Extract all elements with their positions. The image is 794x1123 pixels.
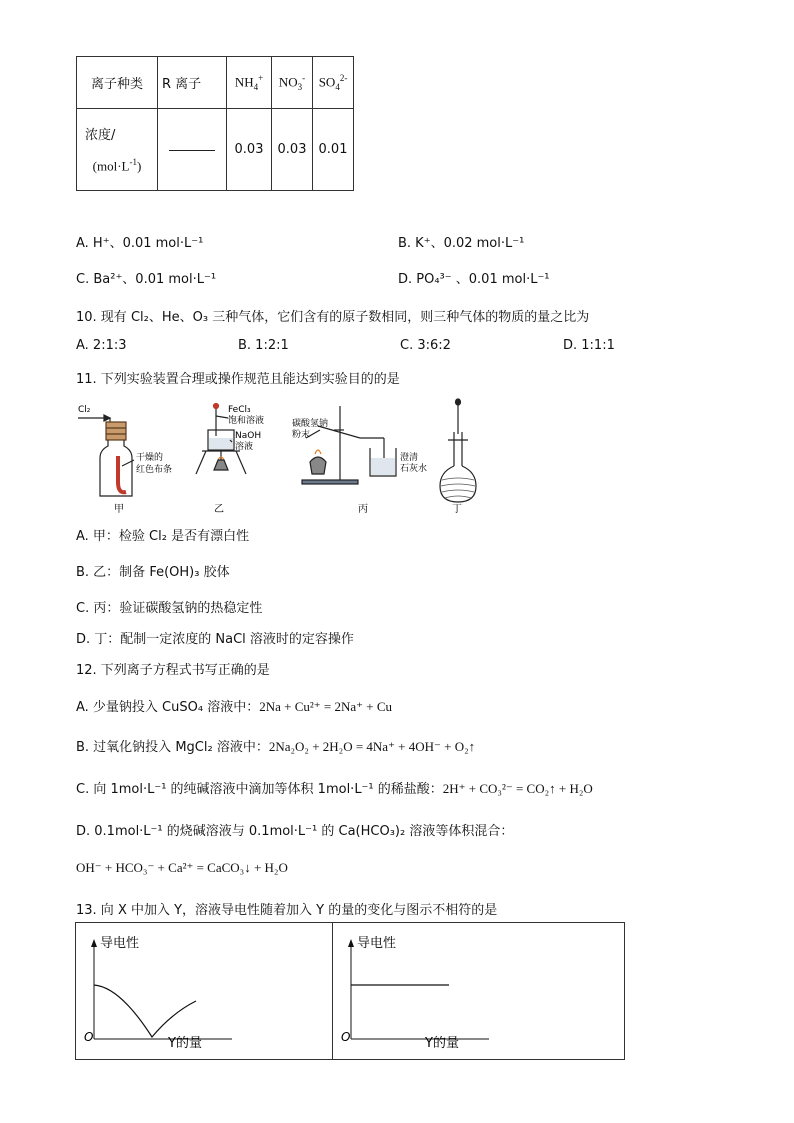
table-header-so4: $SO_4^{2-}$ [313, 57, 354, 109]
apparatus-jia [78, 415, 134, 496]
left-ylabel: 导电性 [100, 936, 140, 951]
label-naoh-2: 溶液 [235, 442, 254, 452]
q12-a-text: A. 少量钠投入 CuSO₄ 溶液中： [76, 700, 260, 715]
left-curve [94, 985, 196, 1037]
q12-option-c [76, 778, 593, 797]
apparatus-ding [440, 399, 476, 502]
table-row-label [77, 109, 158, 191]
q11-option-a: A. 甲：检验 Cl₂ 是否有漂白性 [76, 529, 250, 544]
caption-bing: 丙 [358, 504, 368, 515]
q12-d-equation: OH⁻ + HCO₃⁻ + Ca²⁺ = CaCO₃↓ + H₂O [76, 860, 288, 875]
right-origin: O [341, 1030, 351, 1044]
table-cell-no3: 0.03 [272, 109, 313, 191]
q11-apparatus-figure [70, 396, 490, 516]
table-cell-blank [158, 109, 227, 191]
label-nahco3-1: 碳酸氢钠 [292, 419, 329, 429]
right-xlabel: Y的量 [425, 1036, 459, 1051]
table-cell-so4: 0.01 [313, 109, 354, 191]
q13-stem: 13. 向 X 中加入 Y，溶液导电性随着加入 Y 的量的变化与图示不相符的是 [76, 903, 498, 918]
label-cl2: Cl₂ [78, 405, 91, 415]
q12-option-a [76, 696, 392, 715]
row-label-concentration: 浓度/ [85, 128, 116, 144]
q12-a-equation: 2Na + Cu²⁺ = 2Na⁺ + Cu [259, 699, 392, 714]
label-limewater-1: 澄清 [400, 453, 419, 463]
q9-option-a: A. H⁺、0.01 mol·L⁻¹ [76, 236, 204, 251]
table-header-nh4: $NH_4^+$ [227, 57, 272, 109]
q10-option-a: A. 2:1:3 [76, 338, 127, 353]
q11-option-c: C. 丙：验证碳酸氢钠的热稳定性 [76, 601, 263, 616]
q10-stem: 10. 现有 Cl₂、He、O₃ 三种气体，它们含有的原子数相同，则三种气体的物质的量之比为 [76, 310, 590, 325]
q12-c-equation: 2H⁺ + CO₃²⁻ = CO₂↑ + H₂O [442, 781, 593, 796]
q9-option-c: C. Ba²⁺、0.01 mol·L⁻¹ [76, 272, 217, 287]
q11-stem: 11. 下列实验装置合理或操作规范且能达到实验目的的是 [76, 372, 400, 387]
q10-option-d: D. 1:1:1 [563, 338, 615, 353]
label-fecl3-2: 饱和溶液 [228, 416, 265, 426]
table-header-r-ion: R 离子 [158, 57, 227, 109]
row-label-unit: $(mol\cdot L^{-1})$ [92, 157, 142, 174]
label-fecl3-1: FeCl₃ [228, 405, 251, 415]
q10-option-b: B. 1:2:1 [238, 338, 289, 353]
label-limewater-2: 石灰水 [400, 464, 428, 474]
caption-ding: 丁 [452, 504, 462, 515]
table-header-ion-type: 离子种类 [77, 57, 158, 109]
q13-graph-box [75, 922, 625, 1060]
right-ylabel: 导电性 [357, 936, 397, 951]
q9-option-d: D. PO₄³⁻ 、0.01 mol·L⁻¹ [398, 272, 550, 287]
q12-option-b [76, 736, 475, 755]
q12-b-equation: 2Na₂O₂ + 2H₂O = 4Na⁺ + 4OH⁻ + O₂↑ [268, 739, 476, 754]
q12-b-text: B. 过氧化钠投入 MgCl₂ 溶液中： [76, 740, 269, 755]
q11-option-b: B. 乙：制备 Fe(OH)₃ 胶体 [76, 565, 230, 580]
label-naoh-1: NaOH [235, 431, 262, 441]
q12-option-d: D. 0.1mol·L⁻¹ 的烧碱溶液与 0.1mol·L⁻¹ 的 Ca(HCO₃)₂ 溶液等体积混合： [76, 824, 514, 839]
ion-concentration-table [76, 56, 354, 191]
graph-left [76, 923, 332, 1059]
graph-right [333, 923, 623, 1059]
q10-option-c: C. 3:6:2 [400, 338, 451, 353]
label-dry-cloth-2: 红色布条 [136, 465, 173, 475]
label-dry-cloth-1: 干燥的 [136, 453, 164, 463]
table-header-no3: $NO_3^-$ [272, 57, 313, 109]
q12-stem: 12. 下列离子方程式书写正确的是 [76, 663, 270, 678]
apparatus-bing [302, 406, 396, 484]
q9-option-b: B. K⁺、0.02 mol·L⁻¹ [398, 236, 525, 251]
caption-yi: 乙 [214, 504, 224, 515]
label-nahco3-2: 粉末 [292, 430, 311, 440]
q12-c-text: C. 向 1mol·L⁻¹ 的纯碱溶液中滴加等体积 1mol·L⁻¹ 的稀盐酸： [76, 782, 443, 797]
table-cell-nh4: 0.03 [227, 109, 272, 191]
left-origin: O [84, 1030, 94, 1044]
q11-option-d: D. 丁：配制一定浓度的 NaCl 溶液时的定容操作 [76, 632, 354, 647]
caption-jia: 甲 [114, 504, 124, 515]
left-xlabel: Y的量 [168, 1036, 202, 1051]
